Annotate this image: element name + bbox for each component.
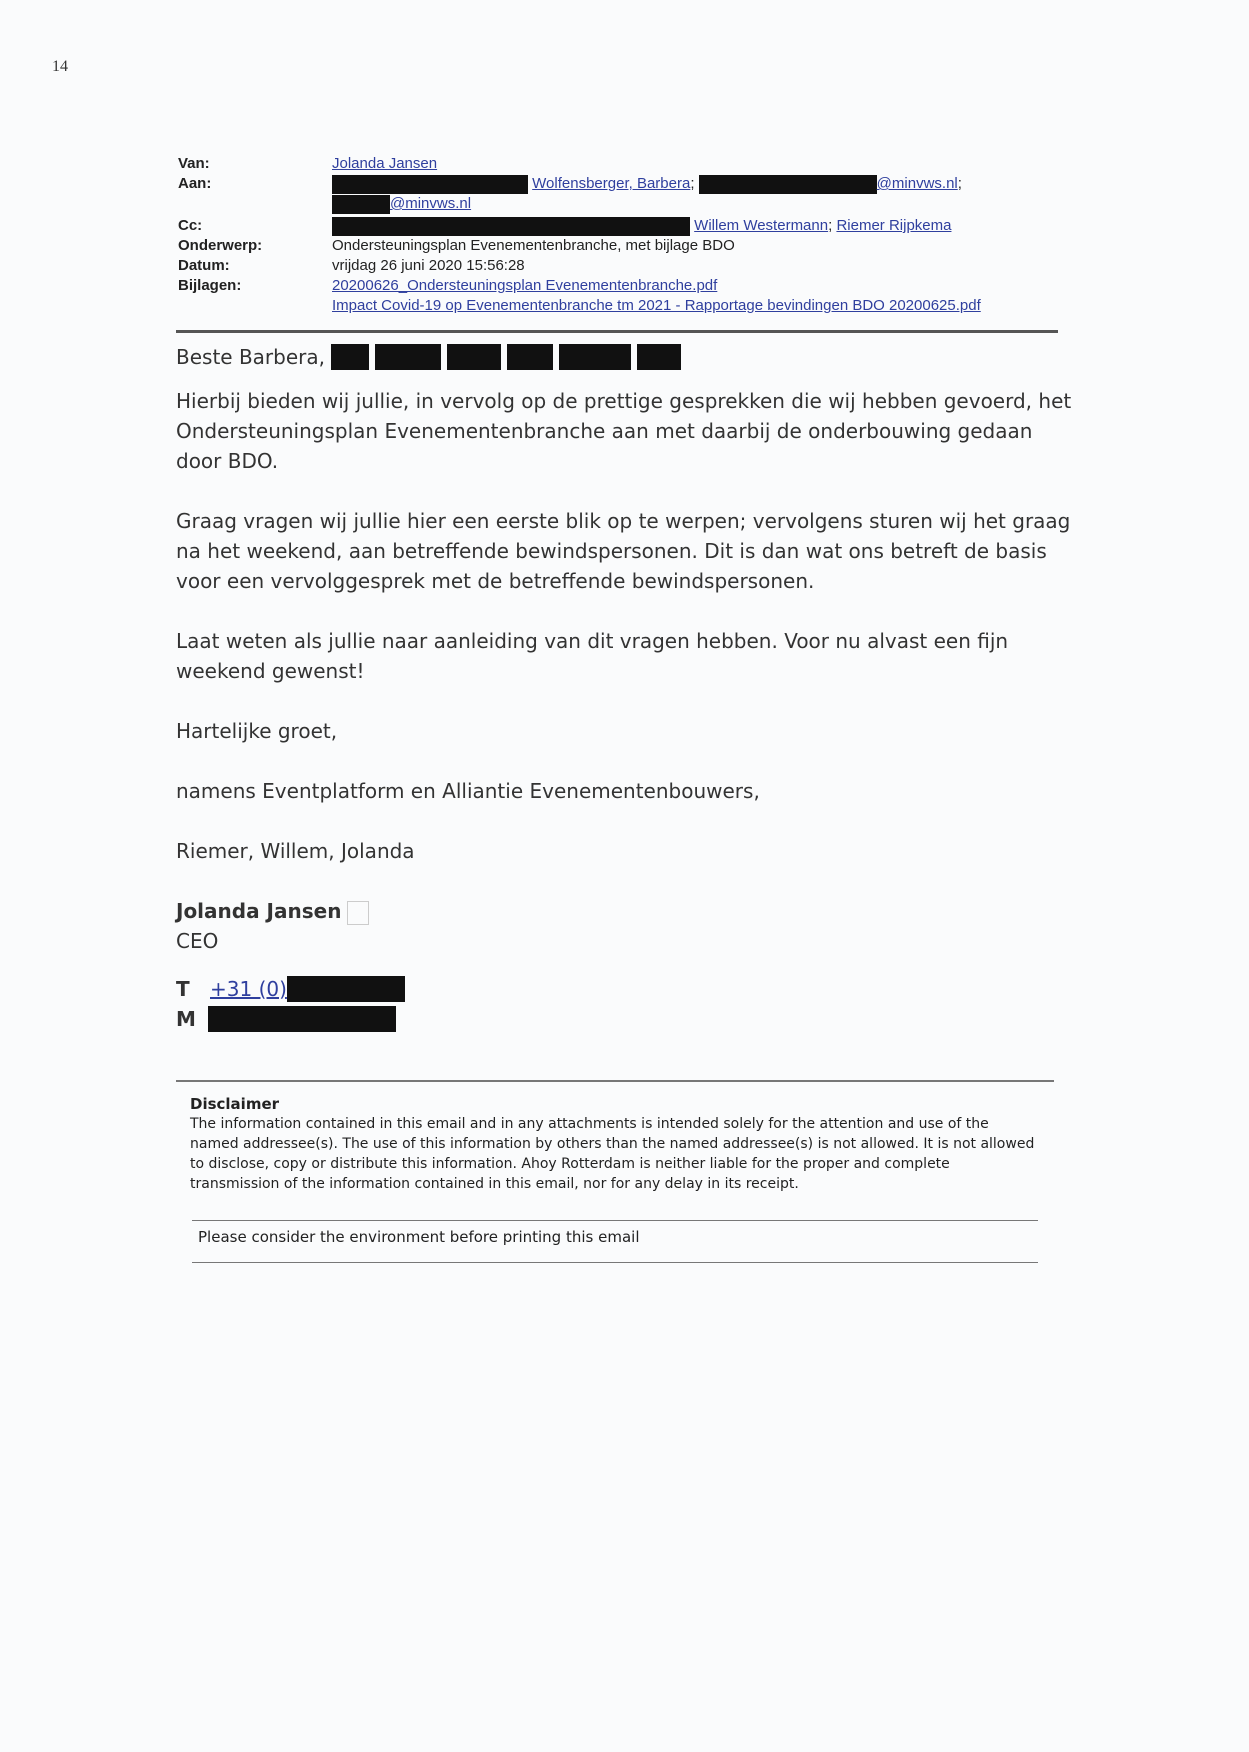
redaction-block — [331, 344, 369, 370]
onderwerp-value: Ondersteuningsplan Evenementenbranche, met bijlage BDO — [332, 237, 735, 254]
van-label: Van: — [178, 155, 210, 172]
paragraph-2: Graag vragen wij jullie hier een eerste blik op te werpen; vervolgens sturen wij het graag na het weekend, aan betreffende bewindspersonen. Dit is dan wat ons betreft de basis voor een vervolggesprek met de betreffende bewindspersonen. — [176, 509, 1071, 593]
van-row — [178, 154, 1058, 174]
mobile-label: M — [176, 1007, 196, 1031]
separator: ; — [828, 217, 833, 234]
disclaimer-text: The information contained in this email and in any attachments is intended solely for the attention and use of the named addressee(s). The use of this information by others than the named addressee(s) is not allowed. It is not allowed to disclose, copy or distribute this information. Ahoy Rotterdam is neither liable for the proper and complete transmission of the information contained in this email, nor for any delay in its receipt. — [190, 1116, 1035, 1192]
environment-note: Please consider the environment before printing this email — [198, 1228, 640, 1246]
attachment-link-2[interactable]: Impact Covid-19 op Evenementenbranche tm 2021 - Rapportage bevindingen BDO 20200625.pdf — [332, 297, 981, 314]
redaction-block — [699, 175, 877, 194]
onderwerp-label: Onderwerp: — [178, 237, 263, 254]
onderwerp-row — [178, 236, 1058, 256]
cc-link-riemer[interactable]: Riemer Rijpkema — [836, 217, 952, 234]
phone-link[interactable]: +31 (0) — [210, 977, 287, 1001]
signature-title: CEO — [176, 929, 219, 953]
disclaimer-title: Disclaimer — [190, 1095, 280, 1113]
separator: ; — [957, 175, 962, 192]
redaction-block — [375, 344, 441, 370]
names: Riemer, Willem, Jolanda — [176, 839, 415, 863]
redaction-block — [637, 344, 681, 370]
phone-label: T — [176, 977, 190, 1001]
redaction-block — [332, 195, 390, 214]
aan-link-domain[interactable]: @minvws.nl — [876, 175, 958, 192]
email-header — [178, 154, 1058, 316]
signature-name-row — [176, 896, 1076, 926]
attachment-link-1[interactable]: 20200626_Ondersteuningsplan Evenementenbranche.pdf — [332, 277, 718, 294]
signature-name: Jolanda Jansen — [176, 899, 342, 923]
greeting: Beste Barbera, — [176, 345, 325, 369]
header-divider — [176, 330, 1058, 333]
page-number: 14 — [52, 58, 68, 75]
redaction-block — [287, 976, 405, 1002]
disclaimer-divider — [176, 1080, 1054, 1082]
separator: ; — [690, 175, 695, 192]
redaction-block — [332, 217, 690, 236]
bijlagen-row — [178, 276, 1058, 316]
bijlagen-label: Bijlagen: — [178, 277, 242, 294]
datum-label: Datum: — [178, 257, 230, 274]
cc-link-willem[interactable]: Willem Westermann — [694, 217, 829, 234]
env-top-divider — [192, 1220, 1038, 1221]
greeting-line — [176, 342, 1076, 372]
phone-row — [176, 974, 1076, 1004]
aan-link-barbera[interactable]: Wolfensberger, Barbera — [532, 175, 691, 192]
closing: Hartelijke groet, — [176, 719, 338, 743]
image-placeholder-icon — [347, 901, 369, 925]
cc-label: Cc: — [178, 217, 203, 234]
mobile-row — [176, 1004, 1076, 1034]
redaction-block — [447, 344, 501, 370]
redaction-block — [559, 344, 631, 370]
redaction-block — [332, 175, 528, 194]
paragraph-1: Hierbij bieden wij jullie, in vervolg op de prettige gesprekken die wij hebben gevoerd, het Ondersteuningsplan Evenementenbranche aan met daarbij de onderbouwing gedaan door BDO. — [176, 389, 1072, 473]
aan-label: Aan: — [178, 175, 212, 192]
paragraph-3: Laat weten als jullie naar aanleiding van dit vragen hebben. Voor nu alvast een fijn weekend gewenst! — [176, 629, 1009, 683]
redaction-block — [208, 1006, 396, 1032]
on-behalf: namens Eventplatform en Alliantie Evenementenbouwers, — [176, 779, 760, 803]
datum-value: vrijdag 26 juni 2020 15:56:28 — [332, 257, 525, 274]
email-body — [176, 342, 1076, 1034]
van-link[interactable]: Jolanda Jansen — [332, 155, 438, 172]
aan-row — [178, 174, 1058, 214]
datum-row — [178, 256, 1058, 276]
env-bottom-divider — [192, 1262, 1038, 1263]
disclaimer-block — [190, 1094, 1040, 1194]
redaction-block — [507, 344, 553, 370]
aan-link-domain-2[interactable]: @minvws.nl — [390, 195, 472, 212]
cc-row — [178, 216, 1058, 236]
